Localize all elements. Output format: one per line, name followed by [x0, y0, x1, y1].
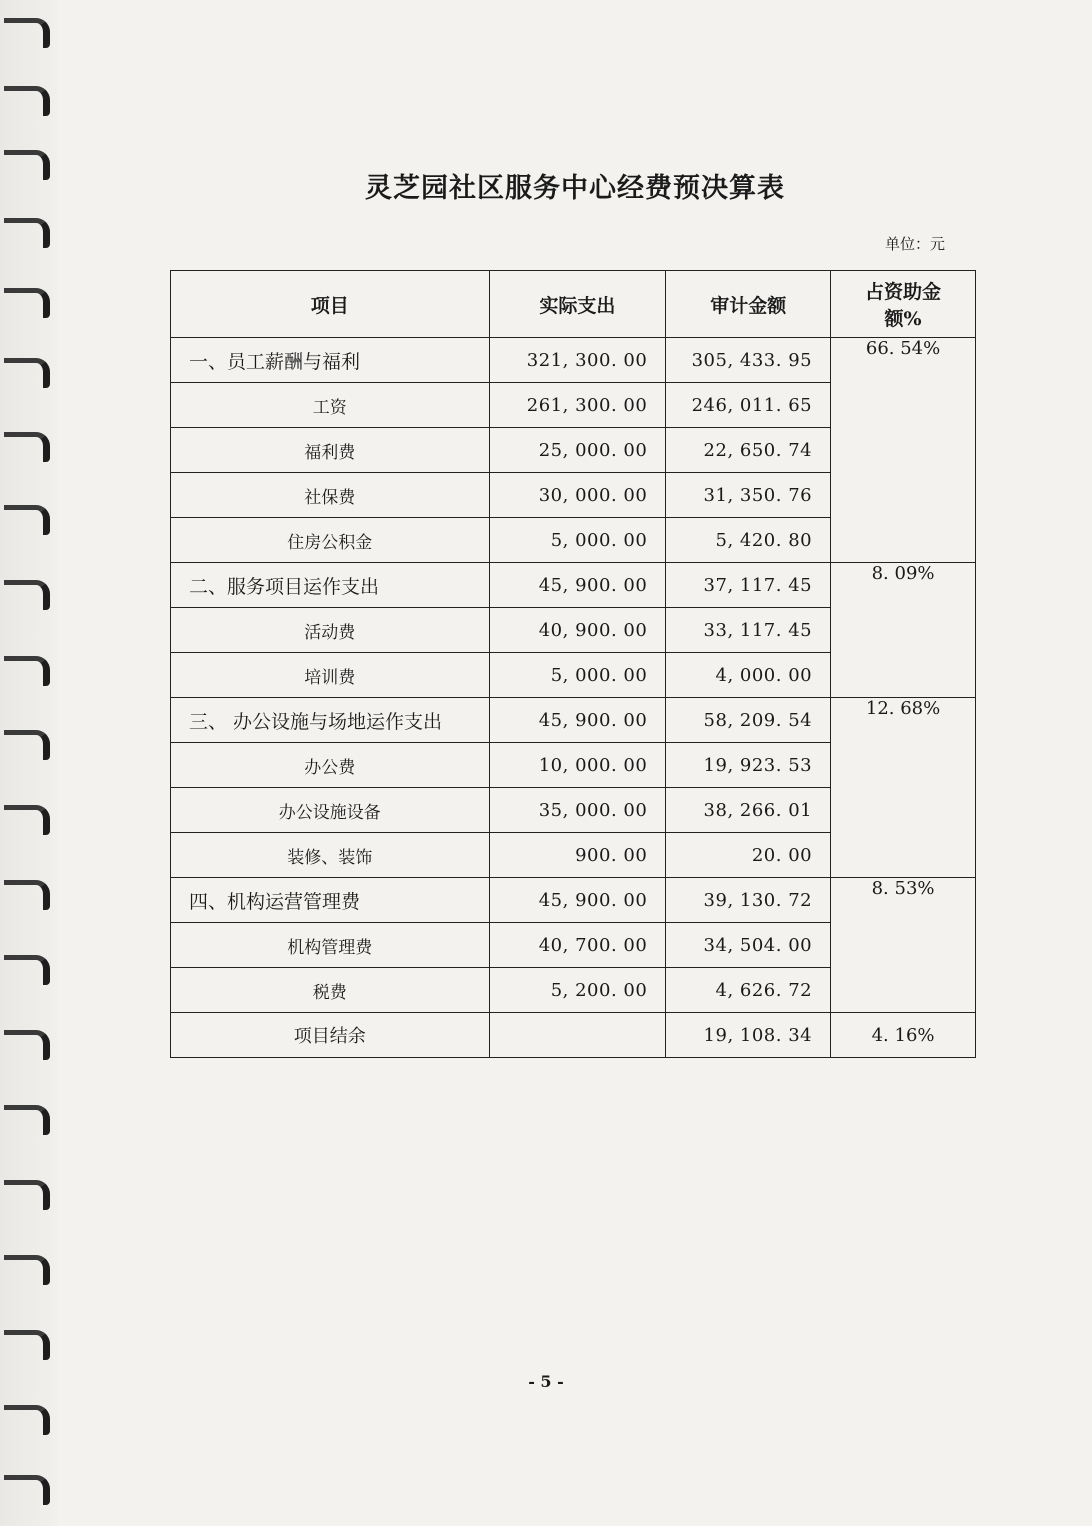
binding-ring [4, 218, 50, 248]
category-row [171, 563, 976, 608]
subitem-name: 机构管理费 [171, 923, 490, 968]
page-number: - 5 - [528, 1372, 564, 1391]
audit-amount: 34, 504. 00 [666, 923, 831, 968]
actual-amount: 5, 000. 00 [489, 518, 666, 563]
subitem-name: 税费 [171, 968, 490, 1013]
binding-ring [4, 1180, 50, 1210]
subitem-name: 办公费 [171, 743, 490, 788]
actual-amount: 45, 900. 00 [489, 878, 666, 923]
binding-ring [4, 1330, 50, 1360]
binding-ring [4, 805, 50, 835]
category-row [171, 338, 976, 383]
subitem-name: 工资 [171, 383, 490, 428]
subitem-name: 培训费 [171, 653, 490, 698]
balance-actual [489, 1013, 666, 1058]
binding-ring [4, 505, 50, 535]
actual-amount: 5, 000. 00 [489, 653, 666, 698]
balance-row [171, 1013, 976, 1058]
binding-ring [4, 730, 50, 760]
binding-ring [4, 1030, 50, 1060]
audit-amount: 305, 433. 95 [666, 338, 831, 383]
balance-label: 项目结余 [171, 1013, 490, 1058]
actual-amount: 45, 900. 00 [489, 563, 666, 608]
audit-amount: 20. 00 [666, 833, 831, 878]
audit-amount: 4, 626. 72 [666, 968, 831, 1013]
audit-amount: 4, 000. 00 [666, 653, 831, 698]
percent-cell: 8. 09% [831, 563, 976, 698]
audit-amount: 37, 117. 45 [666, 563, 831, 608]
actual-amount: 45, 900. 00 [489, 698, 666, 743]
audit-amount: 5, 420. 80 [666, 518, 831, 563]
actual-amount: 261, 300. 00 [489, 383, 666, 428]
subitem-name: 福利费 [171, 428, 490, 473]
actual-amount: 5, 200. 00 [489, 968, 666, 1013]
spiral-binding [0, 0, 58, 1526]
document-title: 灵芝园社区服务中心经费预决算表 [365, 173, 785, 204]
subitem-name: 社保费 [171, 473, 490, 518]
table-header-row [171, 271, 976, 338]
actual-amount: 40, 900. 00 [489, 608, 666, 653]
category-name: 二、服务项目运作支出 [171, 563, 490, 608]
category-name: 一、员工薪酬与福利 [171, 338, 490, 383]
binding-ring [4, 432, 50, 462]
binding-ring [4, 86, 50, 116]
actual-amount: 40, 700. 00 [489, 923, 666, 968]
audit-amount: 22, 650. 74 [666, 428, 831, 473]
binding-ring [4, 288, 50, 318]
category-name: 三、 办公设施与场地运作支出 [171, 698, 490, 743]
unit-label: 单位：元 [885, 235, 946, 253]
category-row [171, 878, 976, 923]
binding-ring [4, 1475, 50, 1505]
budget-table [170, 270, 976, 1058]
binding-ring [4, 358, 50, 388]
actual-amount: 900. 00 [489, 833, 666, 878]
actual-amount: 321, 300. 00 [489, 338, 666, 383]
percent-cell: 12. 68% [831, 698, 976, 878]
balance-percent: 4. 16% [831, 1013, 976, 1058]
category-name: 四、机构运营管理费 [171, 878, 490, 923]
binding-ring [4, 580, 50, 610]
binding-ring [4, 1105, 50, 1135]
subitem-name: 办公设施设备 [171, 788, 490, 833]
balance-audit: 19, 108. 34 [666, 1013, 831, 1058]
binding-ring [4, 1405, 50, 1435]
actual-amount: 25, 000. 00 [489, 428, 666, 473]
audit-amount: 38, 266. 01 [666, 788, 831, 833]
audit-amount: 19, 923. 53 [666, 743, 831, 788]
binding-ring [4, 1255, 50, 1285]
subitem-name: 住房公积金 [171, 518, 490, 563]
binding-ring [4, 18, 50, 48]
header-item: 项目 [171, 271, 490, 338]
audit-amount: 246, 011. 65 [666, 383, 831, 428]
audit-amount: 39, 130. 72 [666, 878, 831, 923]
audit-amount: 31, 350. 76 [666, 473, 831, 518]
actual-amount: 10, 000. 00 [489, 743, 666, 788]
category-row [171, 698, 976, 743]
binding-ring [4, 880, 50, 910]
actual-amount: 30, 000. 00 [489, 473, 666, 518]
header-audit: 审计金额 [666, 271, 831, 338]
subitem-name: 活动费 [171, 608, 490, 653]
subitem-name: 装修、装饰 [171, 833, 490, 878]
header-actual: 实际支出 [489, 271, 666, 338]
binding-ring [4, 656, 50, 686]
audit-amount: 33, 117. 45 [666, 608, 831, 653]
binding-ring [4, 955, 50, 985]
percent-cell: 8. 53% [831, 878, 976, 1013]
audit-amount: 58, 209. 54 [666, 698, 831, 743]
actual-amount: 35, 000. 00 [489, 788, 666, 833]
percent-cell: 66. 54% [831, 338, 976, 563]
header-percent: 占资助金额% [831, 271, 976, 338]
